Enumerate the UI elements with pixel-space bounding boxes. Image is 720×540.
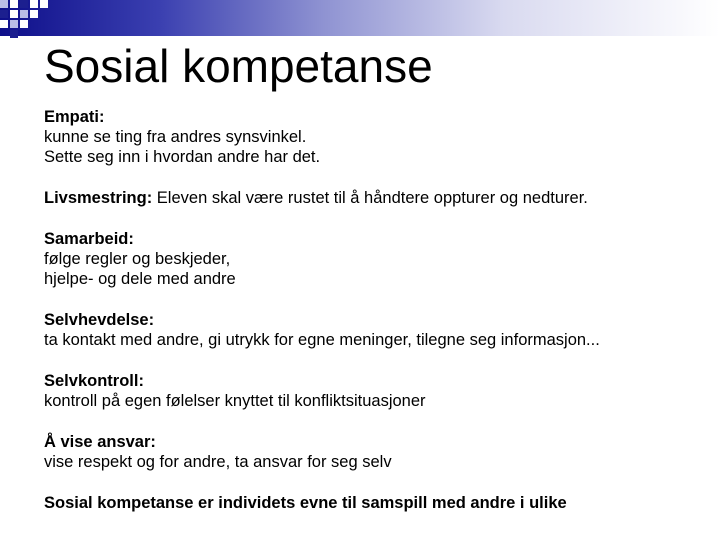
topic-samarbeid	[44, 229, 714, 289]
topic-line: hjelpe- og dele med andre	[44, 270, 236, 288]
topic-line: følge regler og beskjeder,	[44, 250, 231, 268]
topic-heading: Å vise ansvar:	[44, 433, 156, 451]
topic-line: Sette seg inn i hvordan andre har det.	[44, 148, 321, 166]
topic-line: kontroll på egen følelser knyttet til konfliktsituasjoner	[44, 392, 426, 410]
topic-ansvar	[44, 432, 714, 472]
topic-empati	[44, 107, 714, 167]
topic-line: ta kontakt med andre, gi utrykk for egne meninger, tilegne seg informasjon...	[44, 331, 600, 349]
topic-selvhevdelse	[44, 310, 714, 350]
slide-title: Sosial kompetanse	[44, 40, 433, 92]
topic-line: vise respekt og for andre, ta ansvar for seg selv	[44, 453, 392, 471]
summary-text: Sosial kompetanse er individets evne til samspill med andre i ulike	[44, 494, 567, 512]
topic-line-inline	[44, 188, 714, 208]
topic-line: kunne se ting fra andres synsvinkel.	[44, 128, 307, 146]
topic-heading: Samarbeid:	[44, 230, 134, 248]
topic-text: Eleven skal være rustet til å håndtere oppturer og nedturer.	[156, 189, 588, 207]
topic-heading: Selvhevdelse:	[44, 311, 155, 329]
topic-selvkontroll	[44, 371, 714, 411]
topic-heading: Selvkontroll:	[44, 372, 144, 390]
slide-body	[44, 107, 714, 513]
topic-heading: Empati:	[44, 108, 105, 126]
topic-livsmestring	[44, 188, 714, 208]
topic-heading: Livsmestring:	[44, 189, 153, 207]
title-gradient-band	[0, 0, 720, 36]
